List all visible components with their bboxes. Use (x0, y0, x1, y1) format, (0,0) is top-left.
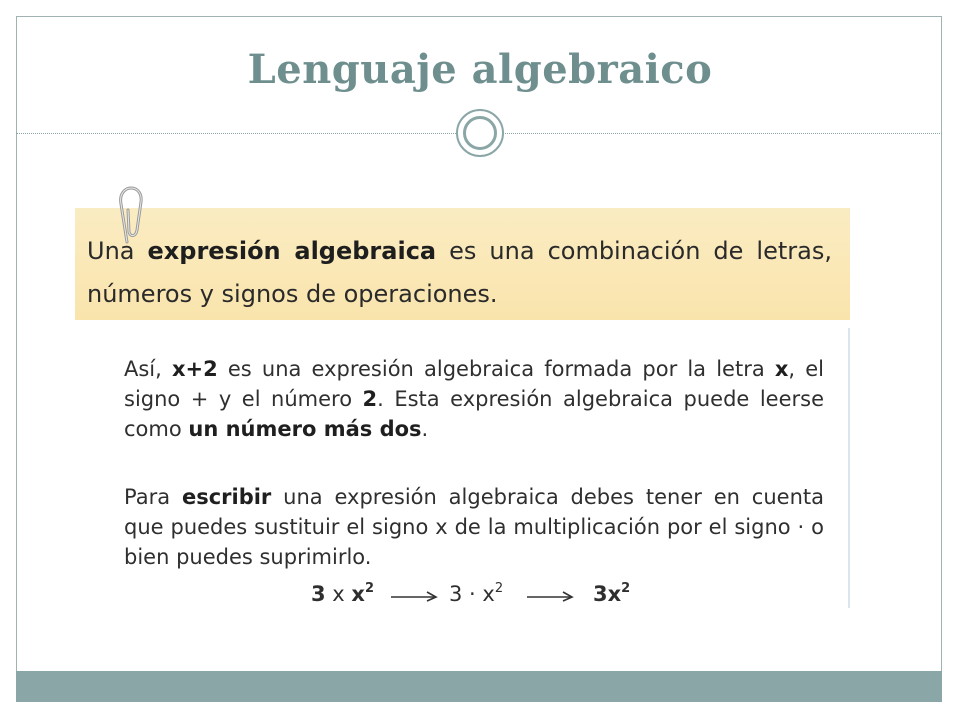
example-reading: un número más dos (188, 417, 422, 441)
formula-term-implicit: $3x^2$ (593, 581, 631, 606)
paragraph-text: Para (124, 485, 182, 509)
content-image (75, 208, 850, 608)
definition-text-start: Una (87, 237, 148, 265)
paperclip-icon (115, 186, 149, 248)
paragraph-text: Así, (124, 357, 172, 381)
definition-text-end: es una combinación de letras, números y signos de operaciones. (87, 237, 832, 308)
paragraph-text: . Esta expresión algebraica puede leerse como (124, 387, 824, 441)
explanation-box (95, 328, 850, 608)
footer-accent-bar (16, 671, 942, 702)
definition-box (75, 208, 850, 320)
arrow-right-icon (389, 587, 439, 603)
formula-row (95, 575, 850, 611)
paragraph-text: es una expresión algebraica formada por la letra (217, 357, 775, 381)
paragraph-text: . (421, 417, 429, 441)
page-title: Lenguaje algebraico (247, 46, 713, 93)
formula-term-cross: 3 x $x^2$ (311, 581, 374, 606)
writing-rule-paragraph (124, 482, 824, 572)
arrow-right-icon (525, 587, 575, 603)
paragraph-text: , el signo + y el número (124, 357, 824, 411)
formula-term-dot: $3 \cdot x^2$ (449, 581, 504, 606)
paragraph-text: una expresión algebraica debes tener en cuenta que puedes sustituir el signo x de la multiplicación por el signo · o bien puedes suprimirlo. (124, 485, 824, 569)
example-number: 2 (362, 387, 378, 411)
divider-ring-ornament (456, 109, 504, 157)
example-letter: x (774, 357, 789, 381)
example-expression: x+2 (171, 357, 218, 381)
emphasis-word: escribir (181, 485, 272, 509)
explanation-paragraph (124, 354, 824, 444)
definition-term: expresión algebraica (147, 237, 437, 265)
